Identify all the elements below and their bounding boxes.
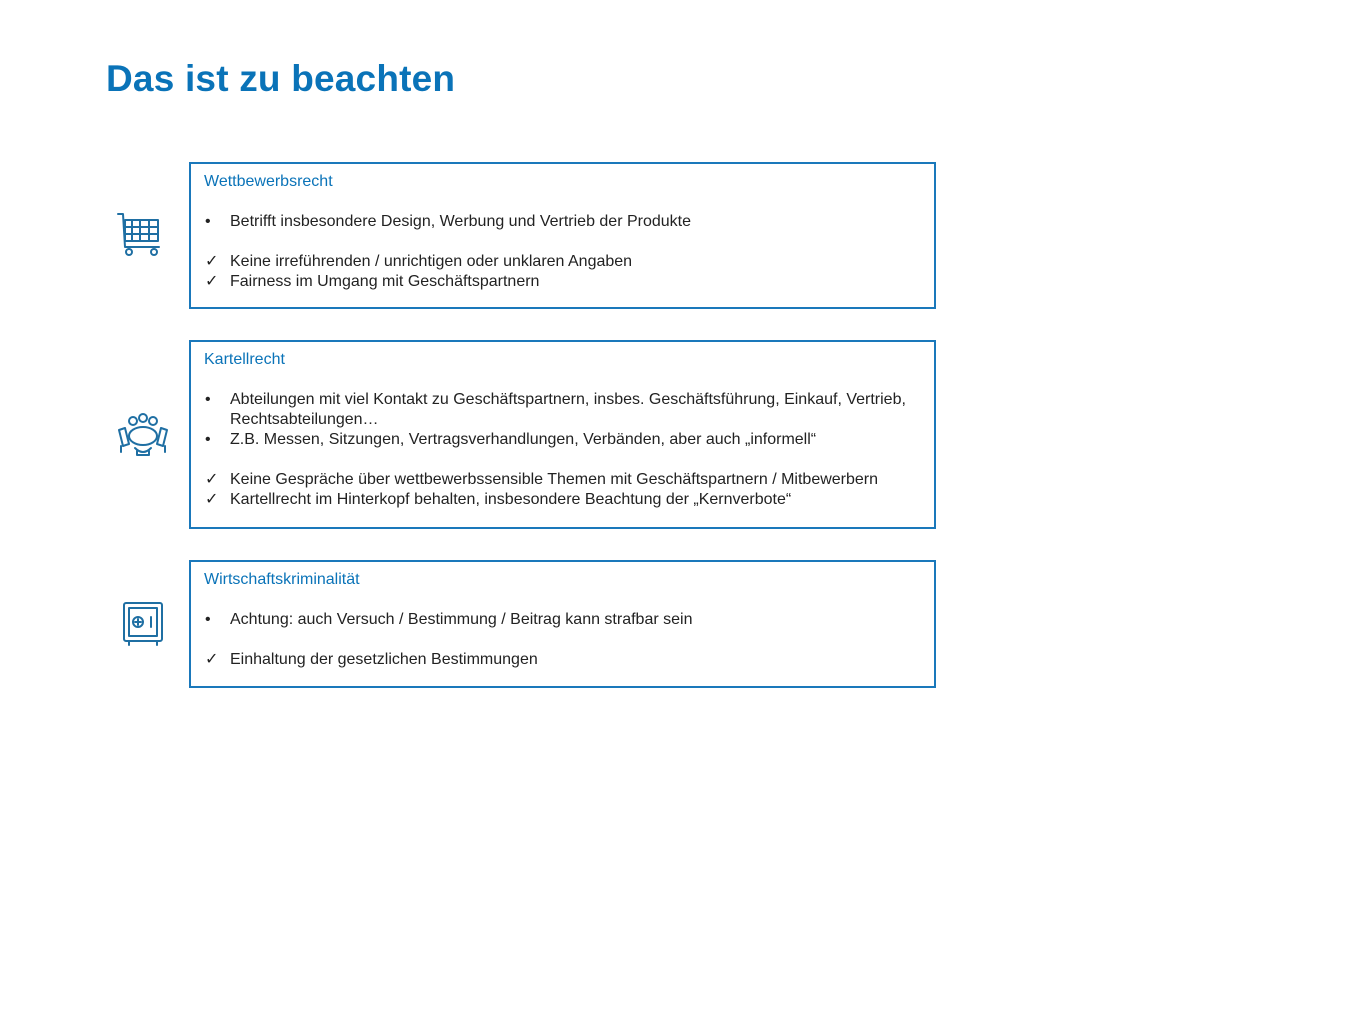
check-icon: ✓	[205, 273, 219, 290]
bullet-marker: •	[205, 213, 211, 230]
bullet-item	[204, 390, 920, 430]
bullet-marker: •	[205, 391, 211, 408]
bullet-text: Z.B. Messen, Sitzungen, Vertragsverhandlungen, Verbänden, aber auch „informell“	[230, 431, 817, 448]
bullet-item	[204, 430, 920, 450]
bullet-marker: •	[205, 431, 211, 448]
section-title: Wirtschaftskriminalität	[204, 571, 360, 588]
meeting-table-icon	[115, 408, 171, 464]
section-box-wirtschaftskriminalitaet	[189, 560, 936, 688]
page-title: Das ist zu beachten	[106, 58, 456, 99]
shopping-cart-icon	[116, 209, 172, 265]
check-icon: ✓	[205, 253, 219, 270]
check-item	[204, 650, 920, 670]
bullet-text: Achtung: auch Versuch / Bestimmung / Beitrag kann strafbar sein	[230, 611, 693, 628]
bullet-text: Betrifft insbesondere Design, Werbung und Vertrieb der Produkte	[230, 213, 692, 230]
check-item	[204, 252, 920, 272]
check-text: Fairness im Umgang mit Geschäftspartnern	[230, 273, 540, 290]
check-item	[204, 490, 920, 510]
bullet-marker: •	[205, 611, 211, 628]
safe-icon	[121, 600, 177, 656]
check-text: Kartellrecht im Hinterkopf behalten, insbesondere Beachtung der „Kernverbote“	[230, 491, 792, 508]
check-text: Keine Gespräche über wettbewerbssensible Themen mit Geschäftspartnern / Mitbewerbern	[230, 471, 879, 488]
section-title: Kartellrecht	[204, 351, 285, 368]
check-icon: ✓	[205, 651, 219, 668]
bullet-text: Abteilungen mit viel Kontakt zu Geschäftspartnern, insbes. Geschäftsführung, Einkauf, Vertrieb, Rechtsabteilungen…	[230, 391, 906, 428]
bullet-item	[204, 610, 920, 630]
section-box-kartellrecht	[189, 340, 936, 529]
check-icon: ✓	[205, 471, 219, 488]
check-text: Keine irreführenden / unrichtigen oder unklaren Angaben	[230, 253, 633, 270]
section-box-wettbewerbsrecht	[189, 162, 936, 309]
check-item	[204, 272, 920, 292]
check-icon: ✓	[205, 491, 219, 508]
check-text: Einhaltung der gesetzlichen Bestimmungen	[230, 651, 538, 668]
section-title: Wettbewerbsrecht	[204, 173, 333, 190]
bullet-item	[204, 212, 920, 232]
check-item	[204, 470, 920, 490]
